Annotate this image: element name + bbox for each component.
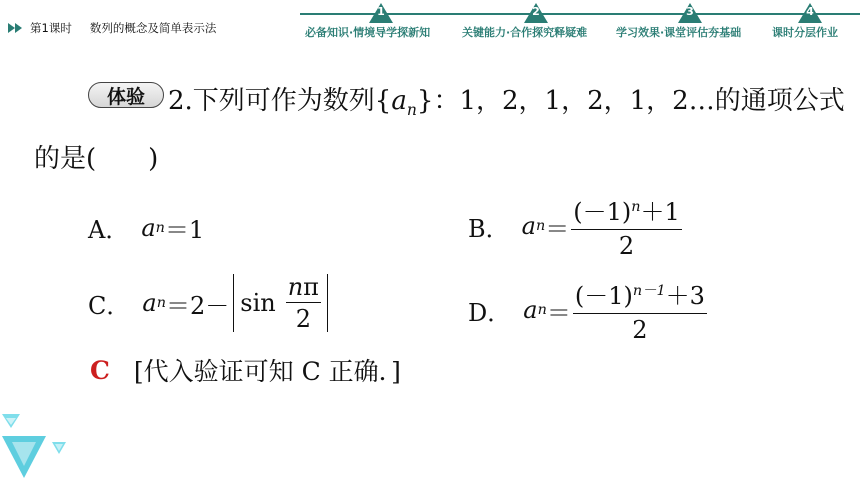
triangle-decoration-icon bbox=[0, 410, 80, 484]
option-variable: a bbox=[523, 296, 538, 324]
numerator-base: (－1) bbox=[573, 198, 632, 226]
option-c bbox=[88, 274, 328, 332]
nav-number: 4 bbox=[806, 5, 814, 18]
denominator: 2 bbox=[632, 316, 648, 344]
option-variable: a bbox=[142, 289, 157, 317]
seq-subscript: n bbox=[406, 101, 417, 120]
option-d bbox=[468, 276, 707, 344]
nav-number: 1 bbox=[377, 5, 385, 18]
option-rhs: ＝1 bbox=[164, 216, 205, 244]
numerator-base: (－1) bbox=[574, 282, 633, 310]
answer-letter: C bbox=[90, 355, 110, 385]
option-a bbox=[88, 210, 204, 245]
option-fraction bbox=[286, 273, 321, 333]
answer-line bbox=[90, 352, 401, 388]
option-subscript: n bbox=[537, 302, 547, 318]
lesson-label: 第1课时 bbox=[30, 21, 72, 35]
nav-number: 3 bbox=[686, 5, 694, 18]
option-label: C． bbox=[88, 291, 131, 320]
numerator-pi: π bbox=[303, 273, 319, 301]
sin-function: sin bbox=[240, 289, 276, 317]
option-fraction bbox=[573, 276, 707, 344]
nav-label: 课时分层作业 bbox=[772, 26, 838, 39]
option-b bbox=[468, 192, 682, 260]
question-line-1 bbox=[168, 80, 845, 119]
option-variable: a bbox=[141, 213, 156, 242]
option-subscript: n bbox=[155, 219, 165, 236]
seq-variable: a bbox=[391, 86, 407, 116]
option-label: B． bbox=[468, 214, 510, 243]
option-equals: ＝ bbox=[545, 214, 570, 243]
numerator-exponent: n bbox=[631, 199, 641, 215]
absolute-value bbox=[233, 274, 328, 332]
option-label: A． bbox=[88, 216, 130, 244]
question-suffix: }：1，2，1，2，1，2…的通项公式 bbox=[416, 86, 845, 116]
option-fraction bbox=[571, 192, 682, 260]
option-equals: ＝ bbox=[546, 298, 571, 327]
question-line-2: 的是( ) bbox=[34, 144, 159, 174]
denominator: 2 bbox=[295, 305, 311, 333]
numerator-tail: ＋3 bbox=[665, 282, 705, 310]
denominator: 2 bbox=[618, 232, 635, 260]
nav-label: 关键能力·合作探究释疑难 bbox=[462, 26, 588, 39]
nav-number: 2 bbox=[532, 5, 540, 18]
answer-explanation: [代入验证可知 C 正确．] bbox=[133, 357, 401, 386]
option-variable: a bbox=[521, 212, 536, 240]
option-subscript: n bbox=[535, 218, 546, 234]
nav-label: 学习效果·课堂评估夯基础 bbox=[616, 26, 742, 39]
question-prefix: 2.下列可作为数列{ bbox=[168, 86, 392, 116]
option-subscript: n bbox=[156, 295, 166, 311]
lesson-title: 数列的概念及简单表示法 bbox=[89, 21, 217, 35]
numerator-exponent: n－1 bbox=[632, 283, 666, 299]
numerator-variable: n bbox=[287, 273, 304, 301]
experience-badge: 体验 bbox=[88, 82, 164, 108]
option-label: D． bbox=[468, 298, 512, 327]
option-prefix: ＝2－ bbox=[165, 291, 230, 320]
nav-label: 必备知识·情境导学探新知 bbox=[305, 26, 431, 39]
numerator-tail: ＋1 bbox=[640, 198, 680, 226]
